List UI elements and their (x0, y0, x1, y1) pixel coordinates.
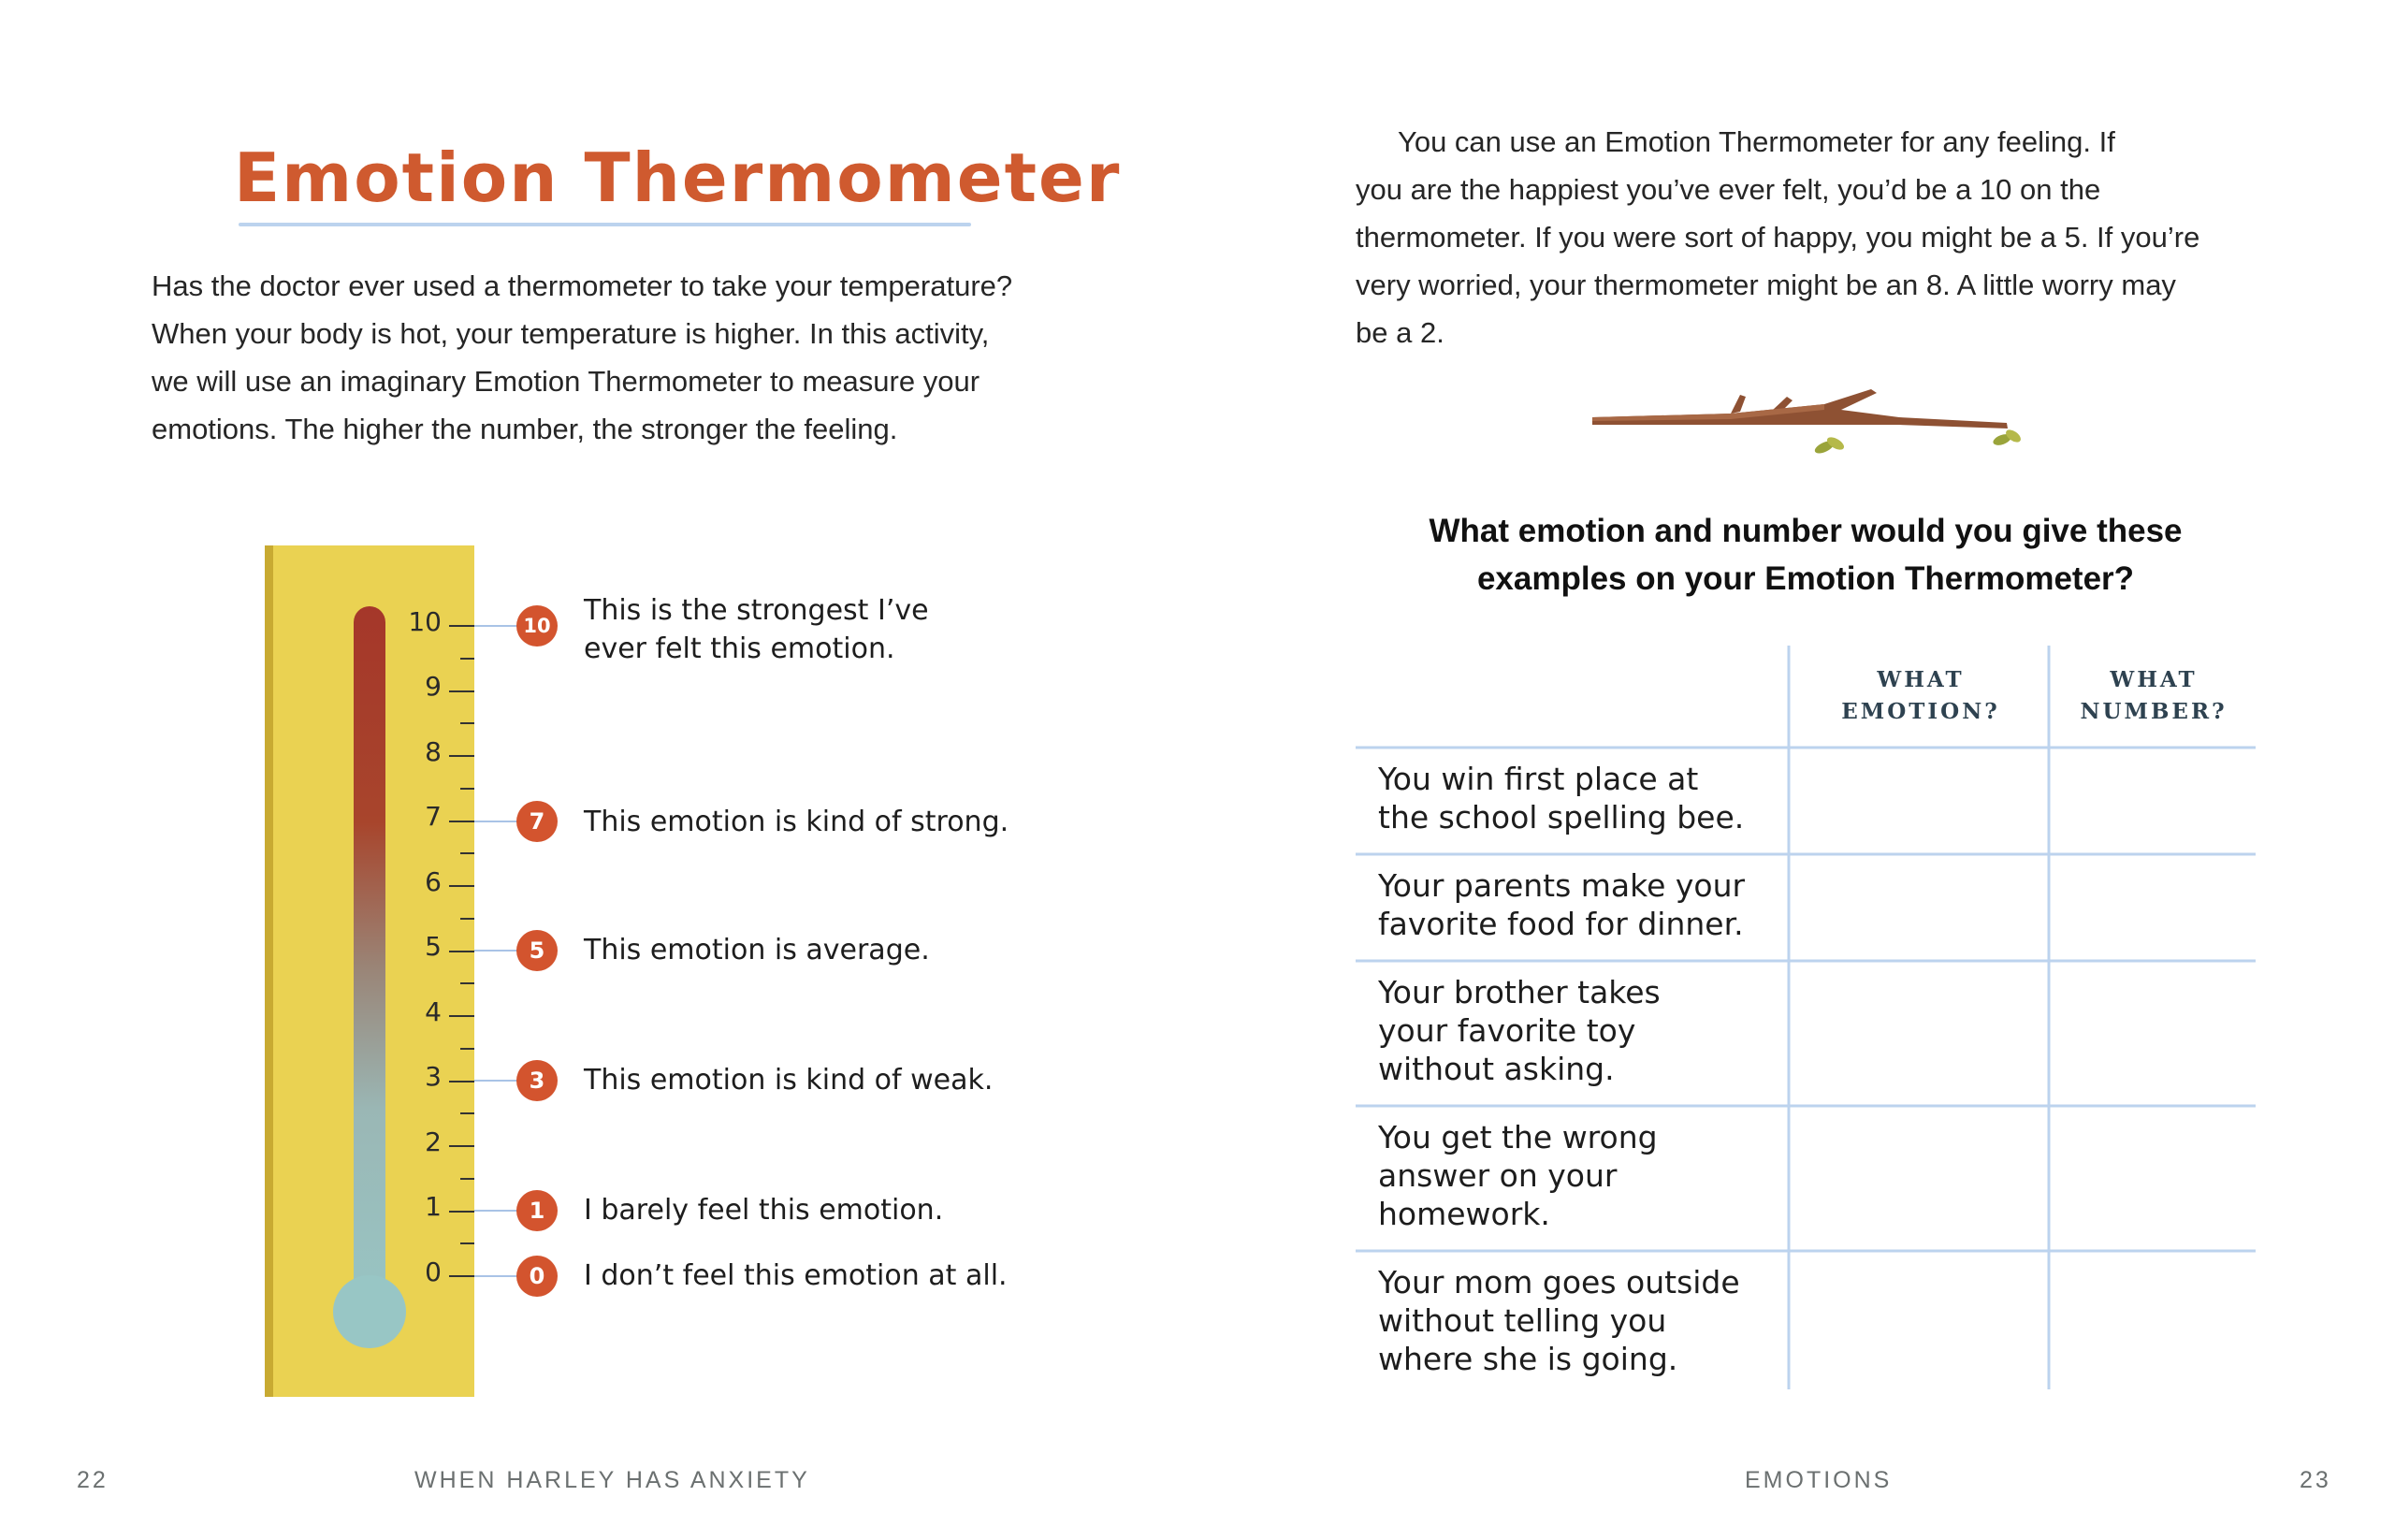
scale-tick-minor (460, 1242, 474, 1244)
scale-label-5: 5 (425, 931, 442, 962)
row-label-line: your favorite toy (1378, 1012, 1636, 1049)
column-header-emotion (1791, 664, 2051, 728)
level-text-5: This emotion is average. (584, 934, 930, 966)
row-label-line: You win first place at (1378, 761, 1699, 797)
level-text-3: This emotion is kind of weak. (584, 1064, 994, 1097)
scale-tick-major (449, 1275, 474, 1277)
intro-paragraph (152, 262, 1087, 453)
scale-tick-minor (460, 658, 474, 660)
answer-cell-emotion[interactable] (1791, 962, 2049, 1105)
page-number-right: 23 (2300, 1467, 2331, 1493)
scale-tick-major (449, 1211, 474, 1213)
row-label-line: favorite food for dinner. (1378, 906, 1744, 942)
scale-label-3: 3 (425, 1061, 442, 1092)
scale-label-9: 9 (425, 671, 442, 702)
level-text-10 (584, 591, 929, 668)
connector-line (474, 821, 521, 822)
scale-tick-major (449, 625, 474, 627)
header-line: NUMBER? (2080, 699, 2228, 724)
row-label-line: You get the wrong (1378, 1119, 1658, 1155)
scale-tick-minor (460, 982, 474, 984)
level-text-0: I don’t feel this emotion at all. (584, 1259, 1008, 1292)
question-heading (1357, 507, 2255, 603)
scale-tick-major (449, 690, 474, 692)
connector-line (474, 1210, 521, 1212)
thermometer-tube (354, 606, 385, 1327)
intro-line: When your body is hot, your temperature is higher. In this activity, (152, 317, 990, 350)
header-line: WHAT (1877, 667, 1965, 692)
scale-tick-major (449, 1081, 474, 1082)
answer-cell-number[interactable] (2051, 855, 2255, 960)
row-label-line: without asking. (1378, 1051, 1615, 1087)
scale-tick-major (449, 885, 474, 887)
scale-label-1: 1 (425, 1191, 442, 1222)
scale-label-8: 8 (425, 736, 442, 767)
paragraph-line: be a 2. (1356, 316, 1444, 349)
column-header-number (2051, 664, 2257, 728)
row-label-line: without telling you (1378, 1302, 1667, 1339)
level-text-1: I barely feel this emotion. (584, 1194, 944, 1227)
scale-label-4: 4 (425, 996, 442, 1027)
right-paragraph (1356, 118, 2310, 356)
table-row-label (1378, 973, 1661, 1088)
row-label-line: the school spelling bee. (1378, 799, 1745, 835)
header-line: WHAT (2110, 667, 2198, 692)
question-line: What emotion and number would you give these (1429, 513, 2183, 549)
page-title: Emotion Thermometer (234, 138, 1122, 217)
level-badge-7: 7 (516, 801, 558, 842)
row-label-line: Your brother takes (1378, 974, 1661, 1010)
scale-label-2: 2 (425, 1126, 442, 1157)
level-badge-0: 0 (516, 1256, 558, 1297)
connector-line (474, 950, 521, 952)
question-line: examples on your Emotion Thermometer? (1476, 560, 2135, 597)
level-text-line: This is the strongest I’ve (584, 594, 929, 627)
scale-tick-minor (460, 788, 474, 790)
table-row-label (1378, 1118, 1658, 1233)
row-label-line: answer on your (1378, 1157, 1618, 1194)
branch-twig (1731, 395, 1746, 414)
scale-tick-major (449, 1015, 474, 1017)
connector-line (474, 1080, 521, 1082)
level-badge-10: 10 (516, 605, 558, 647)
branch-illustration (1590, 382, 2021, 457)
thermometer-bulb (333, 1275, 406, 1348)
row-label-line: where she is going. (1378, 1341, 1678, 1377)
connector-line (474, 625, 521, 627)
scale-tick-major (449, 821, 474, 822)
scale-tick-minor (460, 918, 474, 920)
intro-line: we will use an imaginary Emotion Thermometer to measure your (152, 365, 980, 398)
scale-tick-major (449, 755, 474, 757)
table-row-label (1378, 1263, 1740, 1378)
level-badge-1: 1 (516, 1190, 558, 1231)
table-row-label (1378, 760, 1744, 836)
scale-tick-minor (460, 852, 474, 854)
answer-cell-emotion[interactable] (1791, 855, 2049, 960)
answer-cell-number[interactable] (2051, 748, 2255, 853)
scale-tick-minor (460, 722, 474, 724)
paragraph-line: you are the happiest you’ve ever felt, you’d be a 10 on the (1356, 173, 2101, 206)
level-badge-5: 5 (516, 930, 558, 971)
answer-cell-number[interactable] (2051, 1107, 2255, 1250)
scale-tick-major (449, 1145, 474, 1147)
footer-chapter: EMOTIONS (1745, 1467, 1893, 1493)
scale-tick-minor (460, 1048, 474, 1050)
paragraph-line: You can use an Emotion Thermometer for any feeling. If (1398, 125, 2115, 158)
answer-cell-number[interactable] (2051, 1252, 2255, 1388)
paragraph-line: thermometer. If you were sort of happy, you might be a 5. If you’re (1356, 221, 2200, 254)
scale-label-7: 7 (425, 801, 442, 832)
header-line: EMOTION? (1841, 699, 2000, 724)
level-text-7: This emotion is kind of strong. (584, 806, 1009, 838)
scale-tick-minor (460, 1178, 474, 1180)
page-number-left: 22 (77, 1467, 109, 1493)
scale-tick-major (449, 951, 474, 952)
paragraph-line: very worried, your thermometer might be an 8. A little worry may (1356, 269, 2176, 301)
row-label-line: homework. (1378, 1196, 1550, 1232)
row-label-line: Your parents make your (1378, 867, 1746, 904)
thermometer-board-edge (265, 545, 273, 1397)
answer-cell-number[interactable] (2051, 962, 2255, 1105)
level-badge-3: 3 (516, 1060, 558, 1101)
scale-label-6: 6 (425, 866, 442, 897)
answer-cell-emotion[interactable] (1791, 748, 2049, 853)
answer-cell-emotion[interactable] (1791, 1107, 2049, 1250)
intro-line: emotions. The higher the number, the stronger the feeling. (152, 413, 898, 445)
answer-cell-emotion[interactable] (1791, 1252, 2049, 1388)
scale-label-10: 10 (408, 606, 442, 637)
level-text-line: ever felt this emotion. (584, 632, 895, 665)
connector-line (474, 1275, 521, 1277)
intro-line: Has the doctor ever used a thermometer to take your temperature? (152, 269, 1013, 302)
scale-label-0: 0 (425, 1257, 442, 1287)
scale-tick-minor (460, 1112, 474, 1114)
title-underline (239, 223, 971, 226)
table-row-label (1378, 866, 1745, 943)
row-label-line: Your mom goes outside (1378, 1264, 1740, 1300)
footer-book-title: WHEN HARLEY HAS ANXIETY (414, 1467, 810, 1493)
